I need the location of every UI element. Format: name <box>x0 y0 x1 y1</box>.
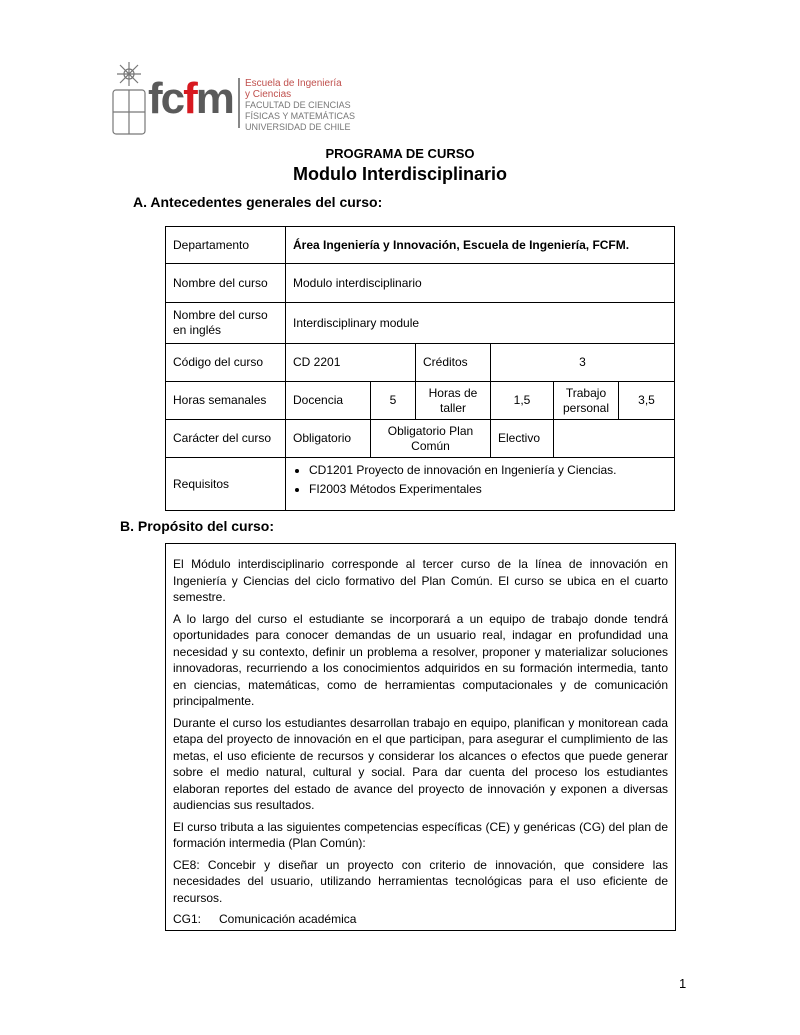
logo-line: UNIVERSIDAD DE CHILE <box>245 122 351 132</box>
table-label: Créditos <box>415 343 491 382</box>
requisito-item: • CD1201 Proyecto de innovación en Ingeniería y Ciencias. <box>309 463 617 478</box>
page-number: 1 <box>679 976 687 991</box>
paragraph: El Módulo interdisciplinario corresponde al tercer curso de la línea de innovación en Ingeniería y Ciencias del ciclo formativo del Plan Común. El curso se ubica en el cuarto semestre. <box>173 557 668 604</box>
table-value: 5 <box>370 381 416 420</box>
requisitos-list <box>285 457 675 511</box>
competency-text: Comunicación académica <box>219 912 357 926</box>
table-label: Horas de taller <box>415 381 491 420</box>
table-label: Nombre del curso en inglés <box>165 302 286 344</box>
competency-code: CG1: <box>173 912 202 926</box>
table-value: Modulo interdisciplinario <box>285 263 675 303</box>
table-label: Requisitos <box>165 457 286 511</box>
paragraph: CE8: Concebir y diseñar un proyecto con criterio de innovación, que considere las necesidades del usuario, utilizando herramientas tecnológicas para el uso eficiente de recursos. <box>173 857 668 905</box>
logo-divider <box>238 78 240 128</box>
paragraph: Durante el curso los estudiantes desarrollan trabajo en equipo, planifican y monitorean cada etapa del proyecto de innovación en el que participan, para asegurar el cumplimiento de las metas, el uso eficiente de recursos y considerar los alcances o efectos que puede generar sobre el medio natural, cultural y social. Para dar cuenta del proceso los estudiantes elaboran reportes del estado de avance del proyecto de innovación y exponen a diversas audiencias sus resultados. <box>173 715 668 812</box>
logo-line: y Ciencias <box>245 89 292 100</box>
logo-line: FACULTAD DE CIENCIAS <box>245 100 351 110</box>
paragraph: A lo largo del curso el estudiante se incorporará a un equipo de trabajo donde tendrá oportunidades para conocer demandas de un usuario real, indagar en profundidad una necesidad y su contexto, definir un problema a resolver, proponer y materializar soluciones innovadoras, recurriendo a los conocimientos adquiridos en su formación intermedia, tanto en ciencias, matemáticas, como de herramientas computacionales y de comunicación principalmente. <box>173 611 668 708</box>
table-value: Interdisciplinary module <box>285 302 675 344</box>
table-value: 1,5 <box>490 381 554 420</box>
logo-line: FÍSICAS Y MATEMÁTICAS <box>245 111 356 121</box>
table-empty-cell <box>553 419 675 458</box>
logo-wordmark: fcfm <box>148 74 233 123</box>
table-label: Docencia <box>285 381 371 420</box>
logo-text <box>245 78 355 133</box>
section-a-title: A. Antecedentes generales del curso: <box>133 194 383 210</box>
table-label: Código del curso <box>165 343 286 382</box>
section-b-title: B. Propósito del curso: <box>120 518 275 534</box>
table-value: Área Ingeniería y Innovación, Escuela de Ingeniería, FCFM. <box>285 226 675 264</box>
table-value: Obligatorio Plan Común <box>370 419 491 458</box>
table-value: 3 <box>490 343 675 382</box>
logo-line: Escuela de Ingeniería <box>245 78 342 89</box>
table-label: Carácter del curso <box>165 419 286 458</box>
purpose-box <box>165 543 676 931</box>
table-value: Obligatorio <box>285 419 371 458</box>
table-value: Electivo <box>490 419 554 458</box>
table-label: Departamento <box>165 226 286 264</box>
program-heading: PROGRAMA DE CURSO <box>325 146 475 161</box>
table-value: CD 2201 <box>285 343 416 382</box>
requisito-item: • FI2003 Métodos Experimentales <box>309 482 617 497</box>
course-title: Modulo Interdisciplinario <box>292 164 507 184</box>
table-label: Trabajo personal <box>553 381 619 420</box>
table-label: Horas semanales <box>165 381 286 420</box>
table-label: Nombre del curso <box>165 263 286 303</box>
paragraph: El curso tributa a las siguientes competencias específicas (CE) y genéricas (CG) del plan de formación intermedia (Plan Común): <box>173 819 668 850</box>
university-crest-icon <box>108 60 150 138</box>
competency-cg1 <box>173 911 668 928</box>
fcfm-logo <box>108 60 368 140</box>
table-value: 3,5 <box>618 381 675 420</box>
